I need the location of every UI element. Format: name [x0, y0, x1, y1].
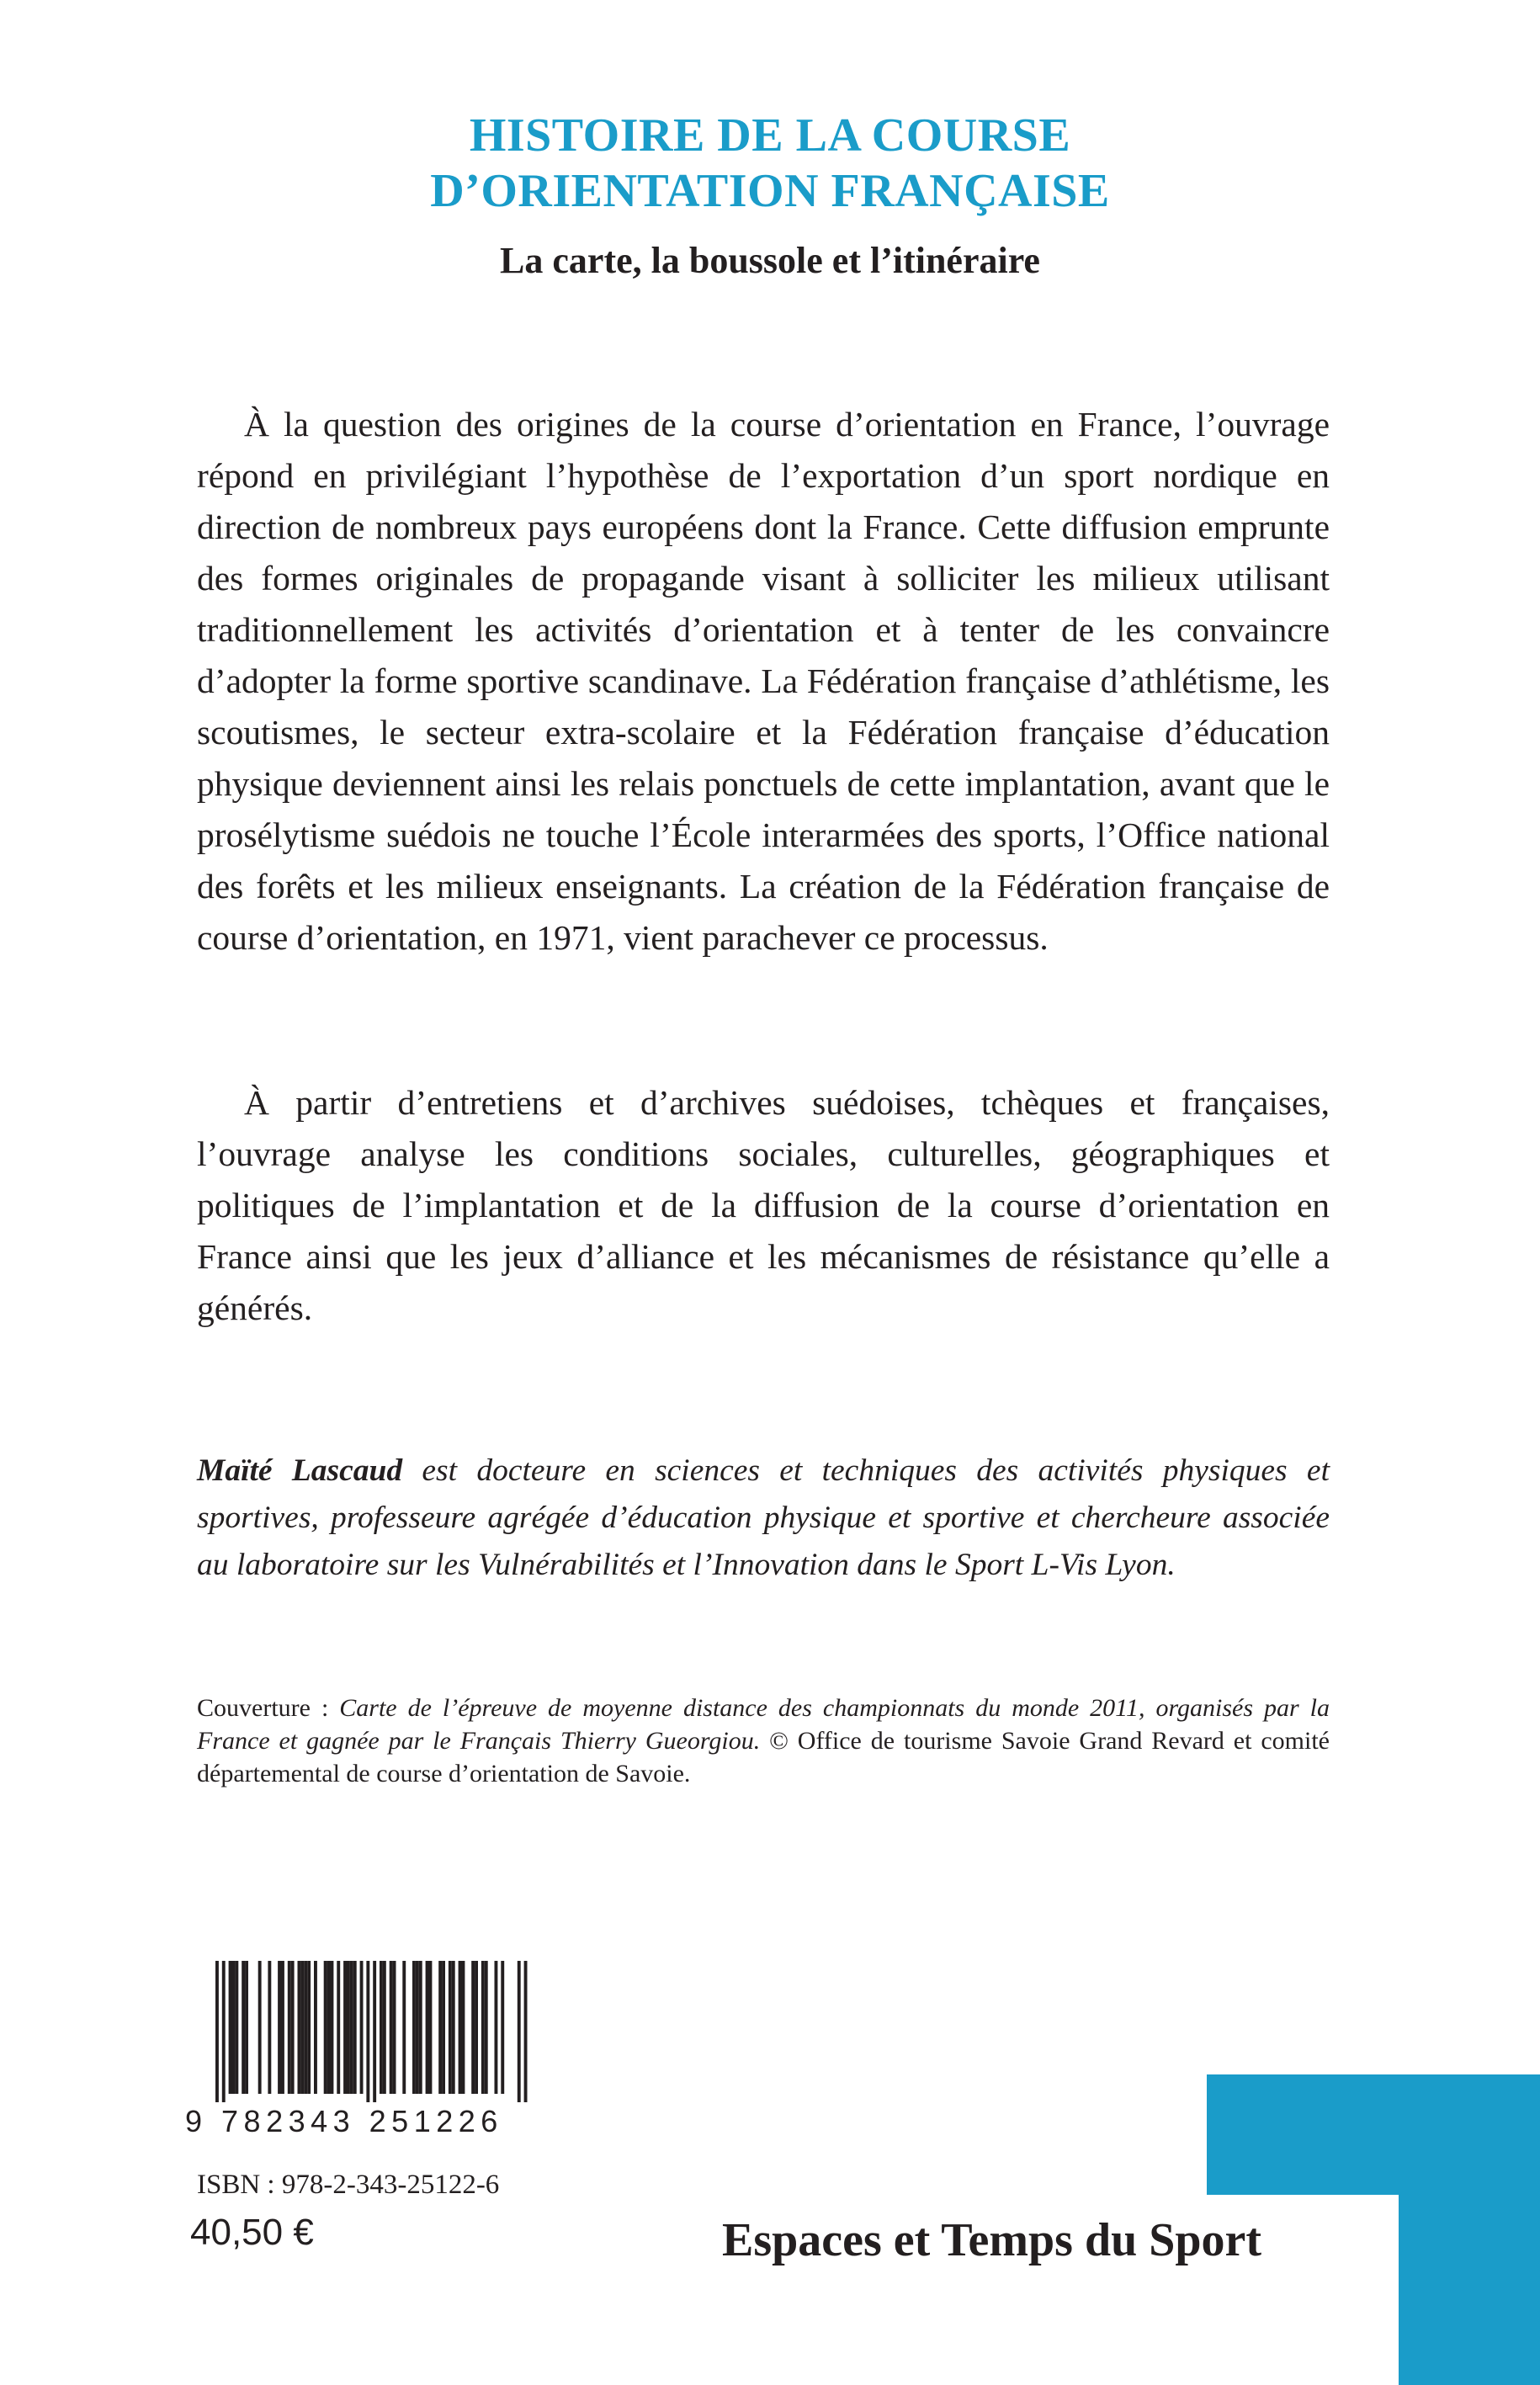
- barcode-bar: [373, 1961, 376, 2102]
- barcode-bar: [452, 1961, 455, 2094]
- summary-paragraph-2: À partir d’entretiens et d’archives suédoises, tchèques et françaises, l’ouvrage analyse les conditions sociales, culturelles, géographiques et politiques de l’implantation et de la diffusion de la course d’orientation en France ainsi que les jeux d’alliance et les mécanismes de résistance qu’elle a générés.: [197, 1083, 1330, 1327]
- barcode-bar: [337, 1961, 340, 2094]
- barcode-bar: [426, 1961, 429, 2094]
- barcode-bar: [314, 1961, 317, 2094]
- barcode-bar: [327, 1961, 331, 2094]
- barcode-bar: [481, 1961, 485, 2094]
- barcode: [185, 1961, 539, 2148]
- book-title-line-2: D’ORIENTATION FRANÇAISE: [430, 165, 1110, 217]
- barcode-bar: [485, 1961, 488, 2094]
- barcode-bars: [185, 1961, 539, 2104]
- barcode-bar: [475, 1961, 478, 2094]
- barcode-bar: [258, 1961, 262, 2094]
- barcode-bar: [449, 1961, 452, 2094]
- barcode-bar: [390, 1961, 393, 2094]
- barcode-bar: [298, 1961, 301, 2094]
- summary-paragraph-1: À la question des origines de la course d’orientation en France, l’ouvrage répond en privilégiant l’hypothèse de l’exportation d’un sport nordique en direction de nombreux pays européens dont la France. Cette diffusion emprunte des formes originales de propagande visant à solliciter les milieux utilisant traditionnellement les activités d’orientation et à tenter de les convaincre d’adopter la forme sportive scandinave. La Fédération française d’athlétisme, les scoutismes, le secteur extra-scolaire et la Fédération française d’éducation physique deviennent ainsi les relais ponctuels de cette implantation, avant que le prosélytisme suédois ne touche l’École interarmées des sports, l’Office national des forêts et les milieux enseignants. La création de la Fédération française de course d’orientation, en 1971, vient parachever ce processus.: [197, 405, 1330, 957]
- barcode-bar: [235, 1961, 238, 2094]
- author-bio-text: est docteure en sciences et techniques des activités physiques et sportives, professeure agrégée d’éducation physique et sportive et chercheure associée au laboratoire sur les Vulnérabilités et l’Innovation dans le Sport L-Vis Lyon.: [197, 1453, 1330, 1582]
- author-name: Maïté Lascaud: [197, 1453, 403, 1488]
- barcode-bar: [245, 1961, 248, 2094]
- book-title: [0, 108, 1540, 219]
- barcode-bar: [278, 1961, 281, 2094]
- barcode-bar: [232, 1961, 236, 2094]
- barcode-bar: [416, 1961, 419, 2094]
- barcode-bar: [501, 1961, 504, 2094]
- barcode-bar: [459, 1961, 462, 2094]
- barcode-bar: [350, 1961, 353, 2094]
- barcode-bar: [438, 1961, 442, 2094]
- barcode-bar: [215, 1961, 219, 2102]
- barcode-bar: [402, 1961, 406, 2094]
- barcode-bar: [495, 1961, 498, 2094]
- barcode-bar: [518, 1961, 521, 2102]
- accent-block-side: [1399, 2195, 1540, 2385]
- price: 40,50 €: [190, 2212, 314, 2253]
- series-name: Espaces et Temps du Sport: [722, 2214, 1262, 2266]
- barcode-bar: [300, 1961, 304, 2094]
- barcode-bar: [442, 1961, 445, 2094]
- barcode-bar: [229, 1961, 232, 2094]
- barcode-bar: [429, 1961, 433, 2094]
- cover-credit-caption: Carte de l’épreuve de moyenne distance des championnats du monde 2011, organisés par la France et gagnée par le Français Thierry Gueorgiou.: [197, 1694, 1330, 1755]
- barcode-bar: [380, 1961, 383, 2094]
- book-subtitle: La carte, la boussole et l’itinéraire: [500, 240, 1040, 281]
- barcode-bar: [524, 1961, 528, 2102]
- accent-block-top: [1207, 2074, 1540, 2195]
- barcode-bar: [383, 1961, 386, 2094]
- cover-credit: [197, 1692, 1330, 1790]
- barcode-bar: [471, 1961, 475, 2094]
- author-bio: [197, 1447, 1330, 1589]
- barcode-bar: [393, 1961, 396, 2094]
- barcode-bar: [360, 1961, 364, 2094]
- barcode-bar: [304, 1961, 307, 2094]
- barcode-bar: [281, 1961, 284, 2094]
- barcode-bar: [366, 1961, 369, 2102]
- barcode-bar: [462, 1961, 465, 2094]
- barcode-bar: [353, 1961, 357, 2094]
- book-title-line-1: HISTOIRE DE LA COURSE: [469, 109, 1071, 162]
- barcode-bar: [347, 1961, 350, 2094]
- barcode-bar: [412, 1961, 416, 2094]
- barcode-bar: [331, 1961, 334, 2094]
- barcode-bar: [222, 1961, 226, 2102]
- isbn: ISBN : 978-2-343-25122-6: [197, 2170, 500, 2200]
- barcode-bar: [324, 1961, 327, 2094]
- barcode-bar: [307, 1961, 311, 2094]
- barcode-bar: [343, 1961, 347, 2094]
- barcode-bar: [242, 1961, 245, 2094]
- barcode-bar: [268, 1961, 271, 2094]
- barcode-digits: 9 782343 251226: [185, 2104, 503, 2138]
- barcode-bar: [288, 1961, 291, 2094]
- barcode-bar: [419, 1961, 422, 2094]
- cover-credit-label: Couverture :: [197, 1694, 340, 1722]
- barcode-bar: [291, 1961, 295, 2094]
- cover-credit-copyright: © Office de tourisme Savoie Grand Revard et comité départemental de course d’orientation de Savoie.: [197, 1727, 1330, 1787]
